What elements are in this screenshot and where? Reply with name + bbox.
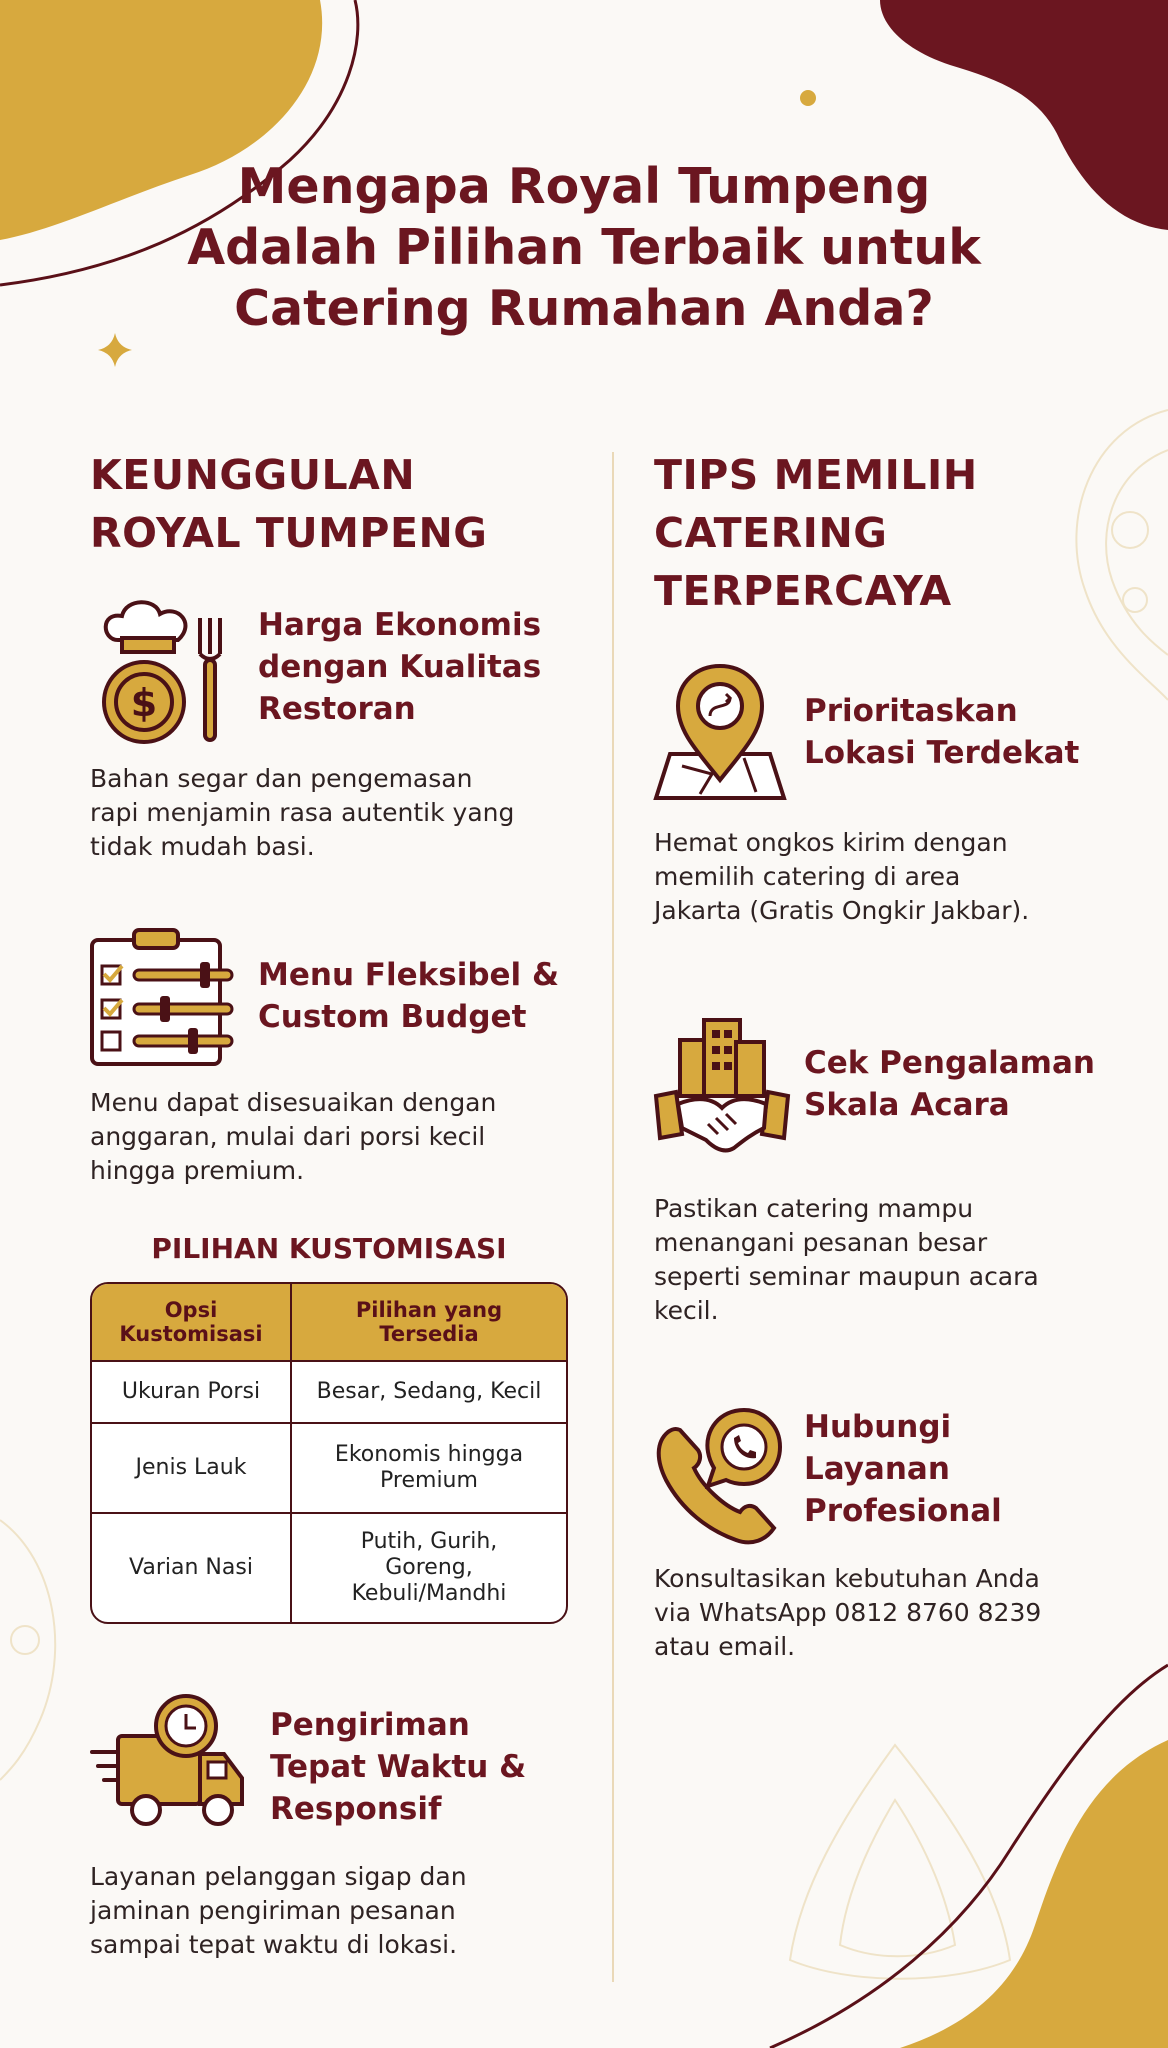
phone-whatsapp-icon [652, 1402, 788, 1546]
table-header-row [92, 1284, 566, 1360]
tip-title-lokasi: Prioritaskan Lokasi Terdekat [804, 693, 1080, 771]
table-header-option: Opsi Kustomisasi [92, 1284, 292, 1360]
table-cell-option: Varian Nasi [92, 1514, 292, 1622]
tip-desc-pengalaman: Pastikan catering mampu menangani pesanan besar seperti seminar maupun acara kecil. [654, 1194, 1039, 1325]
batik-tumpeng-ornament [790, 1745, 1010, 1979]
svg-text:$: $ [130, 681, 158, 725]
batik-ornament-right [1076, 410, 1168, 700]
tip-title-layanan: Hubungi Layanan Profesional [804, 1409, 1002, 1529]
right-column-heading: TIPS MEMILIH CATERING TERPERCAYA [654, 451, 978, 615]
feature-desc-harga: Bahan segar dan pengemasan rapi menjamin rasa autentik yang tidak mudah basi. [90, 764, 515, 861]
bottom-right-gold-blob [900, 1740, 1168, 2048]
location-map-icon [652, 662, 788, 802]
feature-title-pengiriman: Pengiriman Tepat Waktu & Responsif [270, 1707, 527, 1827]
customization-table-title: PILIHAN KUSTOMISASI [151, 1232, 507, 1265]
tip-title-pengalaman: Cek Pengalaman Skala Acara [804, 1045, 1095, 1123]
batik-ornament-left [0, 1520, 55, 1780]
feature-desc-pengiriman: Layanan pelanggan sigap dan jaminan pengiriman pesanan sampai tepat waktu di lokasi. [90, 1862, 467, 1959]
chef-money-icon [88, 598, 238, 746]
checklist-sliders-icon [88, 924, 238, 1070]
table-header-choices: Pilihan yang Tersedia [355, 1298, 503, 1346]
customization-table [90, 1282, 568, 1624]
feature-title-harga: Harga Ekonomis dengan Kualitas Restoran [258, 607, 542, 727]
left-column-heading: KEUNGGULAN ROYAL TUMPENG [90, 451, 488, 557]
table-row [92, 1360, 566, 1422]
tip-desc-layanan: Konsultasikan kebutuhan Anda via WhatsApp 0812 8760 8239 atau email. [654, 1564, 1042, 1661]
feature-title-menu: Menu Fleksibel & Custom Budget [258, 957, 559, 1035]
tip-desc-lokasi: Hemat ongkos kirim dengan memilih catering di area Jakarta (Gratis Ongkir Jakbar). [654, 828, 1030, 925]
table-row [92, 1422, 566, 1512]
table-cell-choices: Putih, Gurih, Goreng, Kebuli/Mandhi [351, 1529, 507, 1606]
column-divider [612, 452, 614, 1982]
page-title: Mengapa Royal Tumpeng Adalah Pilihan Terbaik untuk Catering Rumahan Anda? [187, 158, 981, 337]
gold-dot [800, 90, 816, 106]
table-cell-option: Ukuran Porsi [92, 1362, 292, 1422]
table-row [92, 1512, 566, 1622]
table-cell-option: Jenis Lauk [92, 1424, 292, 1512]
delivery-truck-clock-icon [88, 1692, 248, 1834]
table-cell-choices: Besar, Sedang, Kecil [316, 1379, 542, 1404]
building-handshake-icon [652, 1016, 792, 1156]
feature-desc-menu: Menu dapat disesuaikan dengan anggaran, mulai dari porsi kecil hingga premium. [90, 1088, 497, 1185]
table-cell-choices: Ekonomis hingga Premium [334, 1442, 524, 1493]
